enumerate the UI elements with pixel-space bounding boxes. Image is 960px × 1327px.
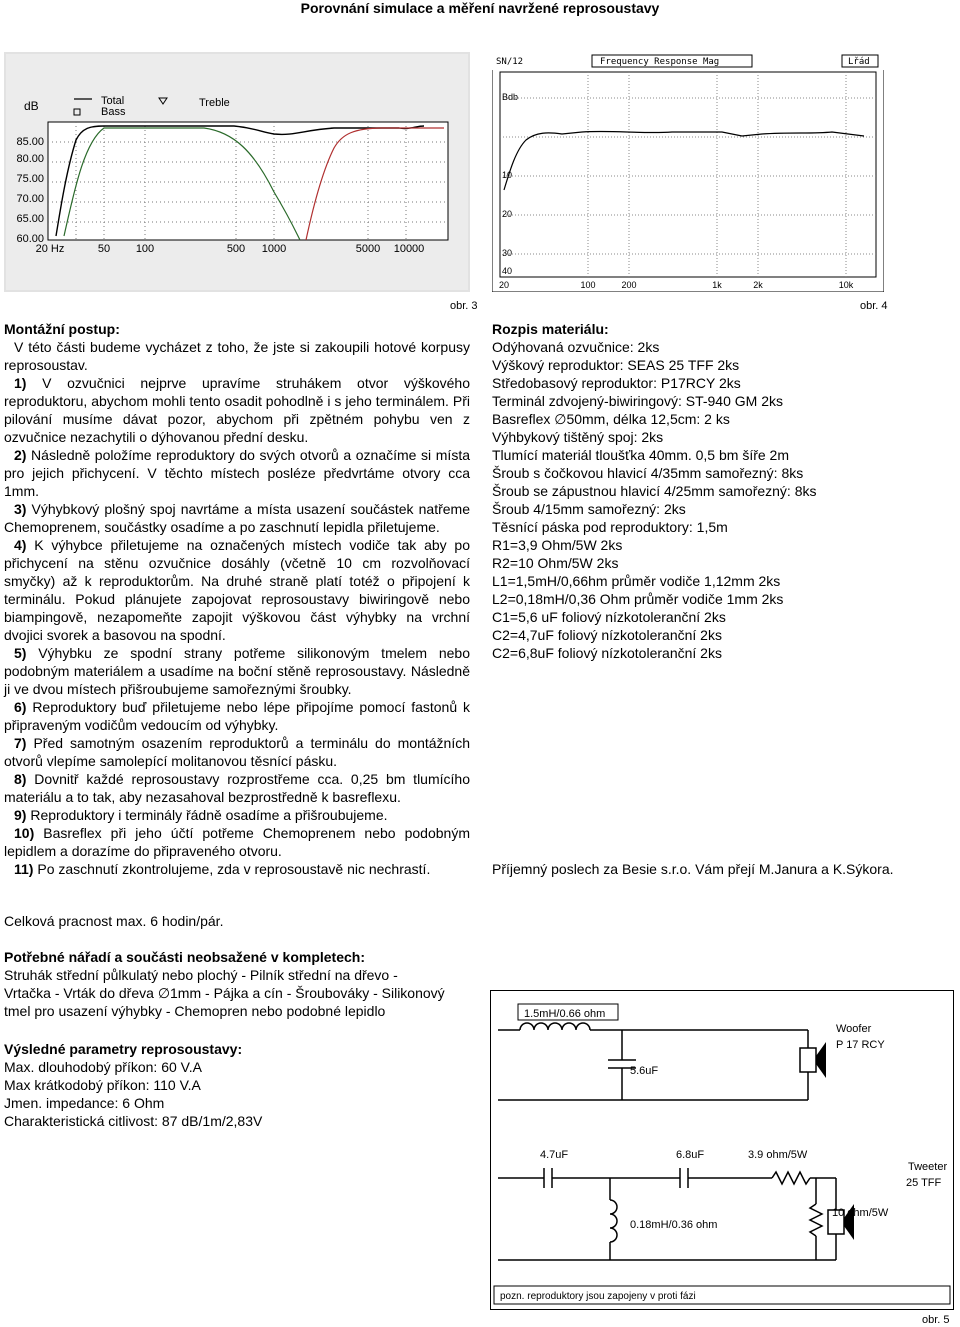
fig4-header-right: Lřád xyxy=(848,57,870,67)
woofer-model: P 17 RCY xyxy=(836,1039,885,1051)
step-number: 7) xyxy=(14,735,27,751)
fig3-xtick-20: 20 Hz xyxy=(35,243,65,255)
material-item: Výhbykový tištěný spoj: 2ks xyxy=(492,429,664,445)
param-item: Max krátkodobý příkon: 110 V.A xyxy=(4,1077,201,1093)
fig4-xtick-10k: 10k xyxy=(838,280,854,290)
figure-3-simulation xyxy=(4,52,470,292)
r2-label: 10 ohm/5W xyxy=(832,1207,889,1219)
material-item: R1=3,9 Ohm/5W 2ks xyxy=(492,537,623,553)
c3-label: 6.8uF xyxy=(676,1149,705,1161)
mount-heading: Montážní postup: xyxy=(4,321,120,337)
material-item: R2=10 Ohm/5W 2ks xyxy=(492,555,619,571)
param-item: Max. dlouhodobý příkon: 60 V.A xyxy=(4,1059,202,1075)
mount-intro: V této části budeme vycházet z toho, že jste si zakoupili hotové korpusy reprosoustav. xyxy=(4,339,470,373)
materials-heading: Rozpis materiálu: xyxy=(492,321,609,337)
mount-step-6 xyxy=(4,698,470,734)
material-item: C2=4,7uF foliový nízkotoleranční 2ks xyxy=(492,627,722,643)
material-item: Terminál zdvojený-biwiringový: ST-940 GM 2ks xyxy=(492,393,783,409)
figure-4-measurement xyxy=(492,52,884,292)
material-item: C1=5,6 uF foliový nízkotoleranční 2ks xyxy=(492,609,726,625)
r1-label: 3.9 ohm/5W xyxy=(748,1149,808,1161)
page-title: Porovnání simulace a měření navržené reprosoustavy xyxy=(300,0,660,16)
step-text: Reproduktory buď přiletujeme nebo lépe připojíme pomocí fastonů k připraveným vodičům vedoucím od výhybky. xyxy=(4,699,470,733)
fig3-xtick-100: 100 xyxy=(135,243,155,255)
mount-step-2 xyxy=(4,446,470,500)
material-item: Středobasový reproduktor: P17RCY 2ks xyxy=(492,375,741,391)
step-number: 1) xyxy=(14,375,27,391)
material-item: Tlumící materiál tloušťka 40mm. 0,5 bm šíře 2m xyxy=(492,447,790,463)
step-text: Výhybku ze spodní strany potřeme silikonovým tmelem nebo podobným materiálem a usadíme na boční stěně reprosoustavy. Následně ji ve dvou místech přišroubujeme samořeznými šroubky. xyxy=(4,645,470,697)
mount-step-3 xyxy=(4,500,470,536)
step-number: 5) xyxy=(14,645,27,661)
fig3-caption: obr. 3 xyxy=(450,300,478,312)
fig4-xtick-2k: 2k xyxy=(753,280,763,290)
param-item: Charakteristická citlivost: 87 dB/1m/2,83V xyxy=(4,1113,263,1129)
l2-label: 0.18mH/0.36 ohm xyxy=(630,1219,718,1231)
mount-step-11 xyxy=(4,860,470,878)
step-number: 8) xyxy=(14,771,27,787)
tools-line-1: Struhák střední půlkulatý nebo plochý - Pilník střední na dřevo - xyxy=(4,967,398,983)
step-text: Reproduktory i terminály řádně osadíme a přišroubujeme. xyxy=(26,807,388,823)
fig3-legend-bass: Bass xyxy=(101,106,126,118)
fig3-xtick-50: 50 xyxy=(97,243,111,255)
fig5-caption: obr. 5 xyxy=(922,1314,950,1326)
mount-step-5 xyxy=(4,644,470,698)
fig4-ytick-40: 40 xyxy=(502,266,513,276)
step-number: 2) xyxy=(14,447,27,463)
tools-line-2a: Vrtačka - Vrták do dřeva xyxy=(4,985,158,1001)
fig4-ytick-0: Bdb xyxy=(502,92,519,102)
step-number: 9) xyxy=(14,807,27,823)
fig3-xtick-10000: 10000 xyxy=(393,243,425,255)
fig3-legend-treble: Treble xyxy=(199,97,230,109)
woofer-label: Woofer xyxy=(836,1023,872,1035)
material-item: L2=0,18mH/0,36 Ohm průměr vodiče 1mm 2ks xyxy=(492,591,784,607)
fig3-legend-total: Total xyxy=(101,95,125,107)
crossover-schematic xyxy=(490,990,954,1310)
tools-section xyxy=(4,948,474,1020)
step-text: Po zaschnutí zkontrolujeme, zda v reprosoustavě nic nechrastí. xyxy=(33,861,431,877)
l1-label: 1.5mH/0.66 ohm xyxy=(524,1008,606,1020)
step-number: 6) xyxy=(14,699,27,715)
closing-note: Příjemný poslech za Besie s.r.o. Vám přejí M.Janura a K.Sýkora. xyxy=(492,861,894,877)
tools-line-2b: 1mm - Pájka a cín - Šroubováky - Silikonový xyxy=(170,985,445,1001)
material-item: Odýhovaná ozvučnice: 2ks xyxy=(492,339,660,355)
material-item: Basreflex ∅50mm, délka 12,5cm: 2 ks xyxy=(492,411,730,427)
step-text: Basreflex při jeho účtí potřeme Chemoprenem nebo podobným lepidlem a dorazíme do připraveného otvoru. xyxy=(4,825,470,859)
step-text: K výhybce přiletujeme na označených místech vodiče tak aby po přichycení na stěnu ozvučnice dosáhly (včetně 10 cm rozvolňovací smyčky) až k reproduktorům. Na druhé straně platí totéž o připojení k terminálu. Pokud plánujete zapojovat reprosoustavy biwiringově nebo biampingově, nezapomeňte zapojit výškovou část výhybky na vrchní dvojici svorek a basovou na spodní. xyxy=(4,537,470,643)
fig3-y-unit: dB xyxy=(24,99,39,113)
material-item: Šroub se zápustnou hlavicí 4/25mm samořezný: 8ks xyxy=(492,483,817,499)
fig3-ytick-70: 70.00 xyxy=(16,193,44,205)
labor-estimate: Celková pracnost max. 6 hodin/pár. xyxy=(4,913,224,929)
step-number: 4) xyxy=(14,537,27,553)
fig4-xtick-200: 200 xyxy=(621,280,637,290)
step-text: Následně položíme reproduktory do svých otvorů a označíme si místa pro jejich přichycení. V těchto místech posléze předvrtáme otvory cca 1mm. xyxy=(4,447,470,499)
step-text: Výhybkový plošný spoj navrtáme a místa usazení součástek natřeme Chemoprenem, součástky osadíme a po zaschnutí lepidla přiletujeme. xyxy=(4,501,470,535)
fig3-ytick-75: 75.00 xyxy=(16,173,44,185)
mount-step-4 xyxy=(4,536,470,644)
fig4-ytick-20: 20 xyxy=(502,209,513,219)
fig4-caption: obr. 4 xyxy=(860,300,888,312)
schematic-note: pozn. reproduktory jsou zapojeny v proti fázi xyxy=(500,1291,696,1302)
mounting-section xyxy=(4,320,470,878)
material-item: C2=6,8uF foliový nízkotoleranční 2ks xyxy=(492,645,722,661)
mount-step-10 xyxy=(4,824,470,860)
mount-step-9 xyxy=(4,806,470,824)
fig4-header-left: SN/12 xyxy=(496,57,524,67)
fig3-xtick-1000: 1000 xyxy=(261,243,287,255)
tweeter-model: 25 TFF xyxy=(906,1177,942,1189)
fig3-ytick-80: 80.00 xyxy=(16,153,44,165)
param-item: Jmen. impedance: 6 Ohm xyxy=(4,1095,165,1111)
fig3-xtick-500: 500 xyxy=(226,243,246,255)
mount-step-1 xyxy=(4,374,470,446)
c1-label: 5.6uF xyxy=(630,1065,659,1077)
material-item: Těsnící páska pod reproduktory: 1,5m xyxy=(492,519,728,535)
fig3-ytick-60: 60.00 xyxy=(16,233,44,245)
material-item: Šroub s čočkovou hlavicí 4/35mm samořezný: 8ks xyxy=(492,465,804,481)
tweeter-label: Tweeter xyxy=(908,1161,948,1173)
fig4-xtick-100: 100 xyxy=(580,280,596,290)
fig4-xtick-1k: 1k xyxy=(712,280,722,290)
step-text: Před samotným osazením reproduktorů a terminálu do montážních otvorů vlepíme samolepící molitanovou těsnící pásku. xyxy=(4,735,470,769)
material-item: Šroub 4/15mm samořezný: 2ks xyxy=(492,501,686,517)
step-text: V ozvučnici nejprve upravíme struhákem otvor výškového reproduktoru, abychom mohli tento osadit pohodlně i s jeho terminálem. Při pilování musíme dávat pozor, abychom při zpětném pohybu ven z ozvučnice nezachytili o dýhovanou přední desku. xyxy=(4,375,470,445)
params-section xyxy=(4,1040,474,1130)
tools-heading: Potřebné nářadí a součásti neobsažené v kompletech: xyxy=(4,949,365,965)
params-heading: Výsledné parametry reprosoustavy: xyxy=(4,1041,243,1057)
material-item: L1=1,5mH/0,66hm průměr vodiče 1,12mm 2ks xyxy=(492,573,781,589)
diameter-icon: ∅ xyxy=(157,985,171,1001)
materials-section xyxy=(492,320,952,662)
c2-label: 4.7uF xyxy=(540,1149,569,1161)
fig4-ytick-30: 30 xyxy=(502,248,513,258)
fig4-header-title: Frequency Response Mag xyxy=(600,57,720,67)
mount-step-8 xyxy=(4,770,470,806)
step-number: 3) xyxy=(14,501,27,517)
fig3-ytick-85: 85.00 xyxy=(16,136,44,148)
fig3-xtick-5000: 5000 xyxy=(355,243,381,255)
step-number: 10) xyxy=(14,825,35,841)
mount-step-7 xyxy=(4,734,470,770)
fig4-ytick-10: 10 xyxy=(502,170,513,180)
material-item: Výškový reproduktor: SEAS 25 TFF 2ks xyxy=(492,357,740,373)
step-text: Dovnitř každé reprosoustavy rozprostřeme cca. 0,25 bm tlumícího materiálu a to tak, aby nezasahoval bezprostředně k basreflexu. xyxy=(4,771,470,805)
fig4-xtick-20: 20 xyxy=(498,280,510,290)
step-number: 11) xyxy=(14,861,34,877)
fig3-ytick-65: 65.00 xyxy=(16,213,44,225)
tools-line-3: tmel pro usazení výhybky - Chemopren nebo podobné lepidlo xyxy=(4,1003,386,1019)
tools-line-2 xyxy=(4,984,474,1002)
